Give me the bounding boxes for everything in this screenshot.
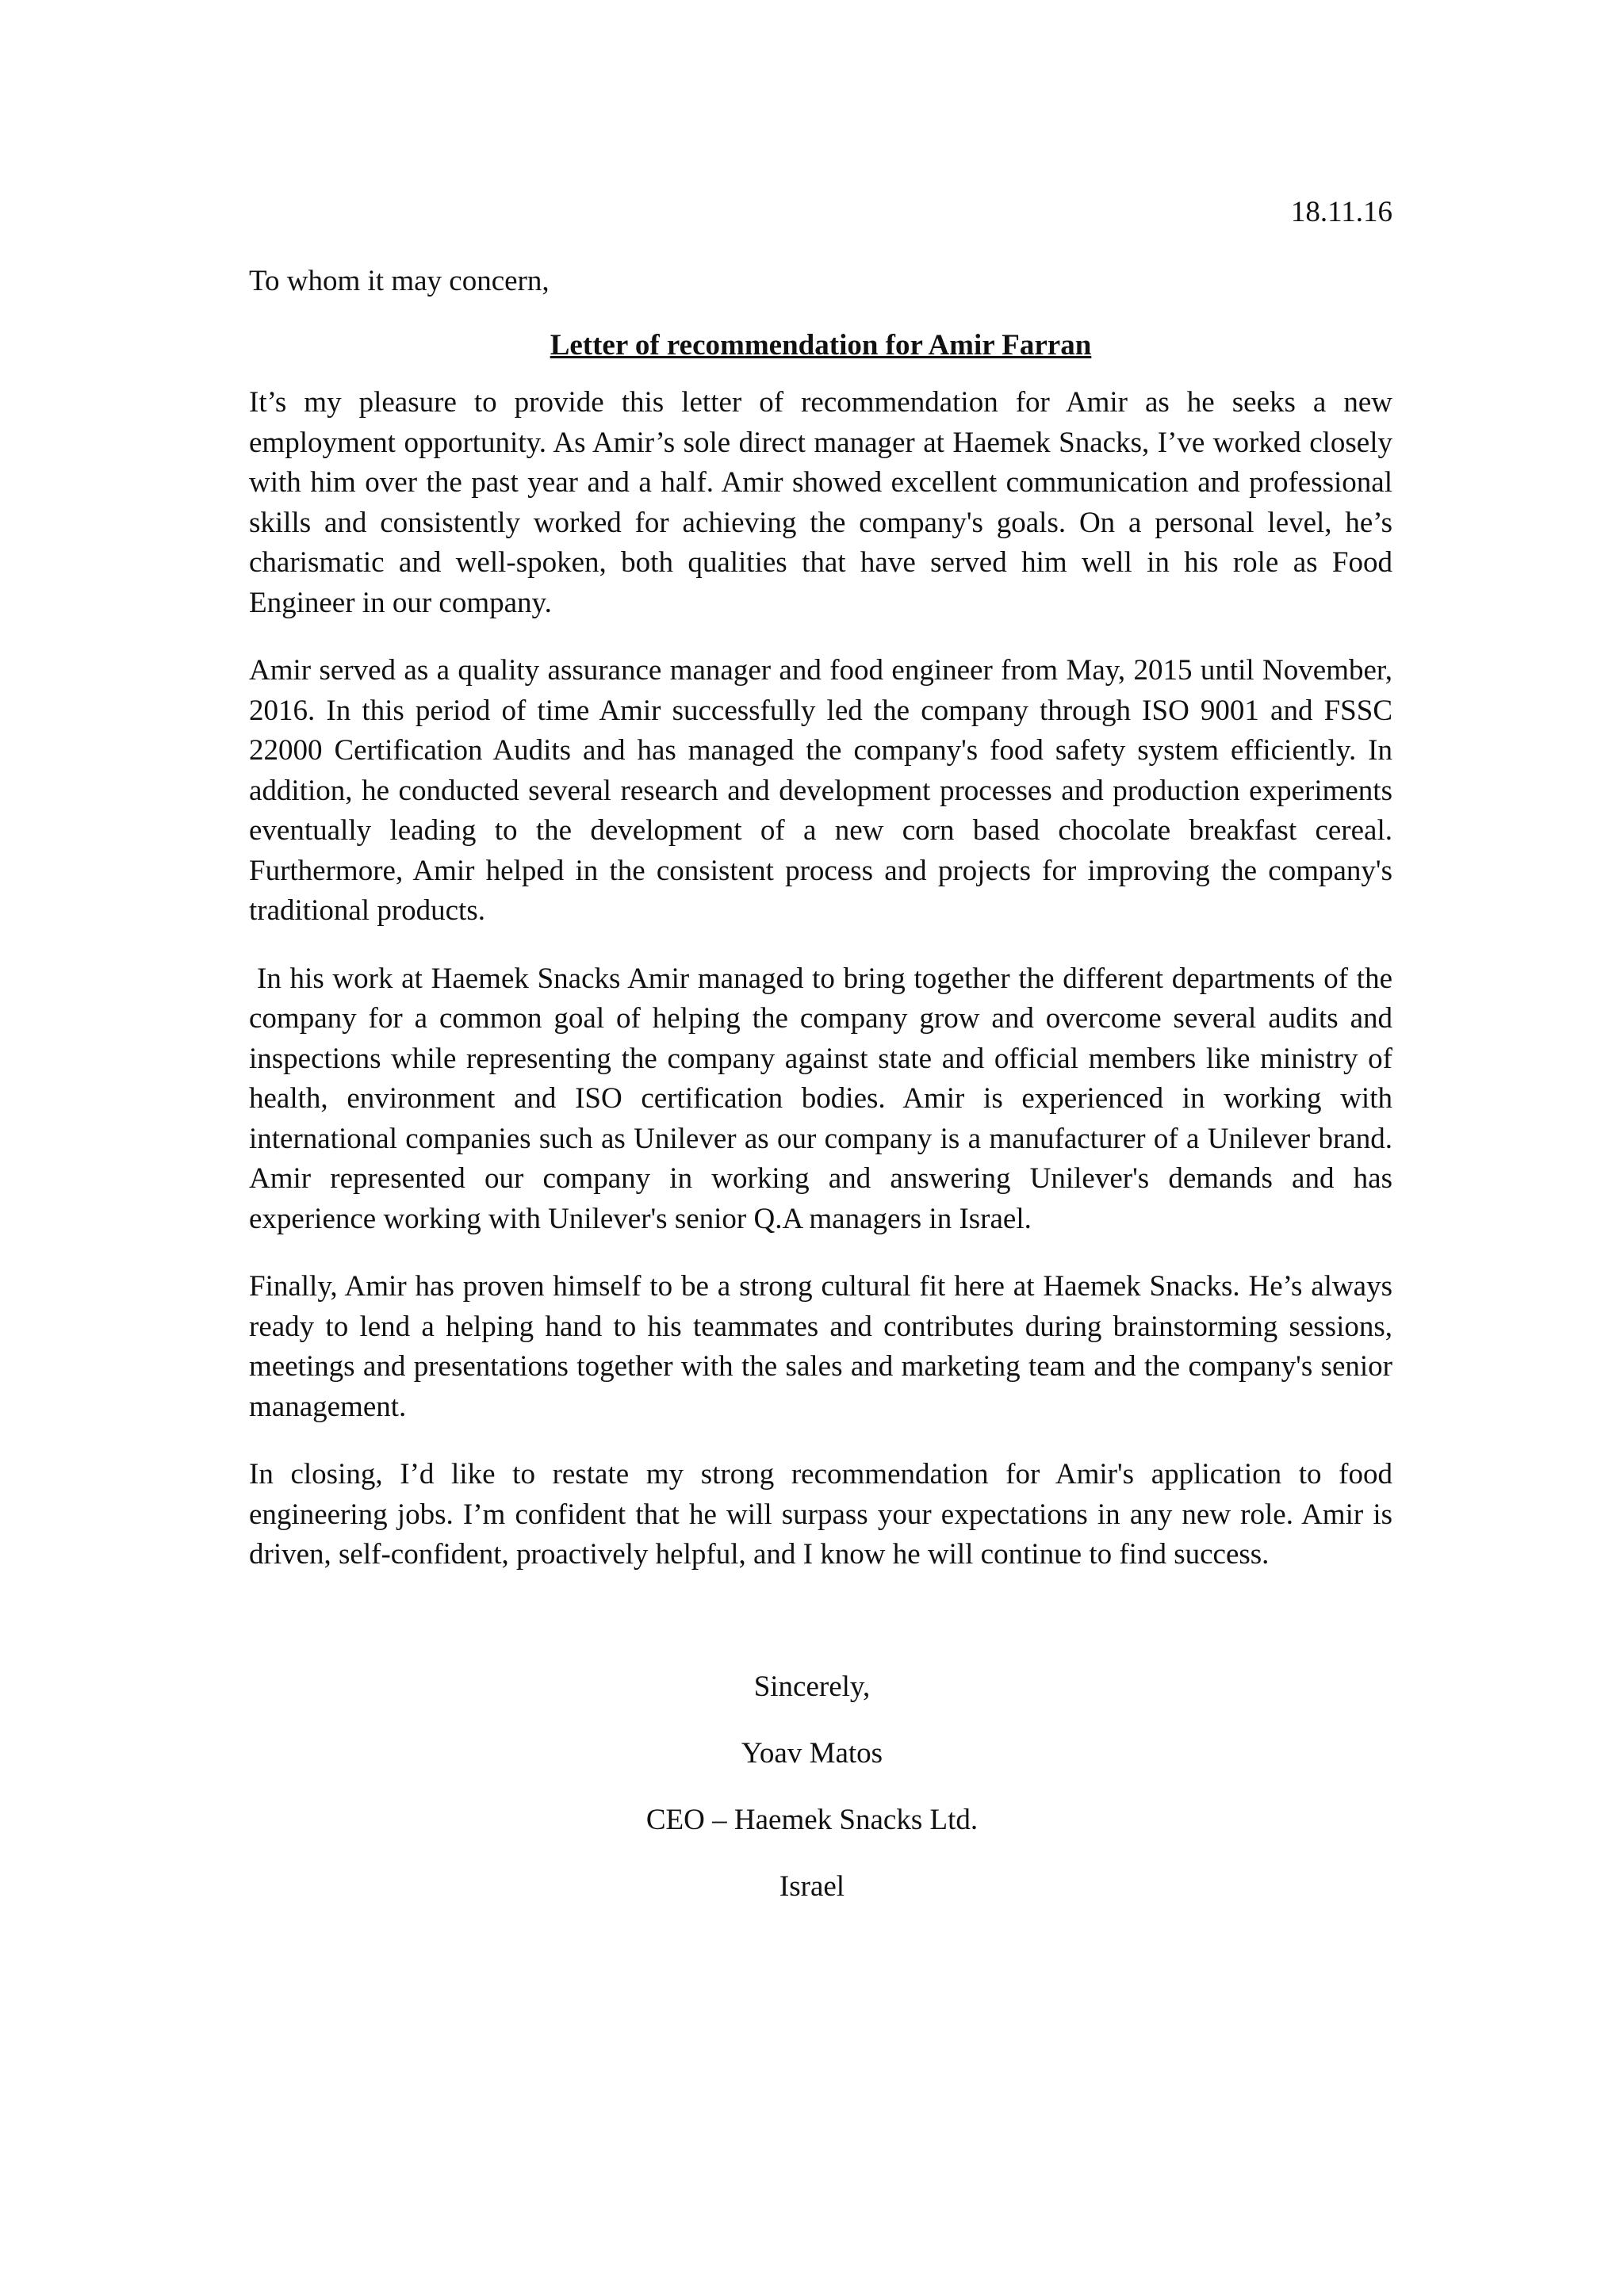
signer-name: Yoav Matos xyxy=(741,1737,883,1770)
paragraph-3: In his work at Haemek Snacks Amir managed to bring together the different departments of the company for a common goal of helping the company grow and overcome several audits and inspections while representing the company against state and official members like ministry of health, environment and ISO certification bodies. Amir is experienced in working with international companies such as Unilever as our company is a manufacturer of a Unilever brand. Amir represented our company in working and answering Unilever's demands and has experience working with Unilever's senior Q.A managers in Israel. xyxy=(249,962,1392,1235)
letter-body xyxy=(249,262,1392,1603)
salutation: To whom it may concern, xyxy=(249,265,550,297)
paragraph-1: It’s my pleasure to provide this letter of recommendation for Amir as he seeks a new employment opportunity. As Amir’s sole direct manager at Haemek Snacks, I’ve worked closely with him over the past year and a half. Amir showed excellent communication and professional skills and consistently worked for achieving the company's goals. On a personal level, he’s charismatic and well-spoken, both qualities that have served him well in his role as Food Engineer in our company. xyxy=(249,386,1392,619)
closing: Sincerely, xyxy=(753,1670,871,1703)
signature-block xyxy=(0,1668,1624,1934)
signer-title: CEO – Haemek Snacks Ltd. xyxy=(645,1804,979,1836)
paragraph-5: In closing, I’d like to restate my strong recommendation for Amir's application to food engineering jobs. I’m confident that he will surpass your expectations in any new role. Amir is driven, self-confident, proactively helpful, and I know he will continue to find success. xyxy=(249,1458,1392,1571)
paragraph-2: Amir served as a quality assurance manager and food engineer from May, 2015 until November, 2016. In this period of time Amir successfully led the company through ISO 9001 and FSSC 22000 Certification Audits and has managed the company's food safety system efficiently. In addition, he conducted several research and development processes and production experiments eventually leading to the development of a new corn based chocolate breakfast cereal. Furthermore, Amir helped in the consistent process and projects for improving the company's traditional products. xyxy=(249,654,1392,927)
letter-date: 18.11.16 xyxy=(1290,196,1392,228)
signer-location: Israel xyxy=(779,1870,845,1903)
paragraph-4: Finally, Amir has proven himself to be a strong cultural fit here at Haemek Snacks. He’s always ready to lend a helping hand to his teammates and contributes during brainstorming sessions, meetings and presentations together with the sales and marketing team and the company's senior management. xyxy=(249,1270,1392,1423)
letter-title: Letter of recommendation for Amir Farran xyxy=(550,328,1092,362)
